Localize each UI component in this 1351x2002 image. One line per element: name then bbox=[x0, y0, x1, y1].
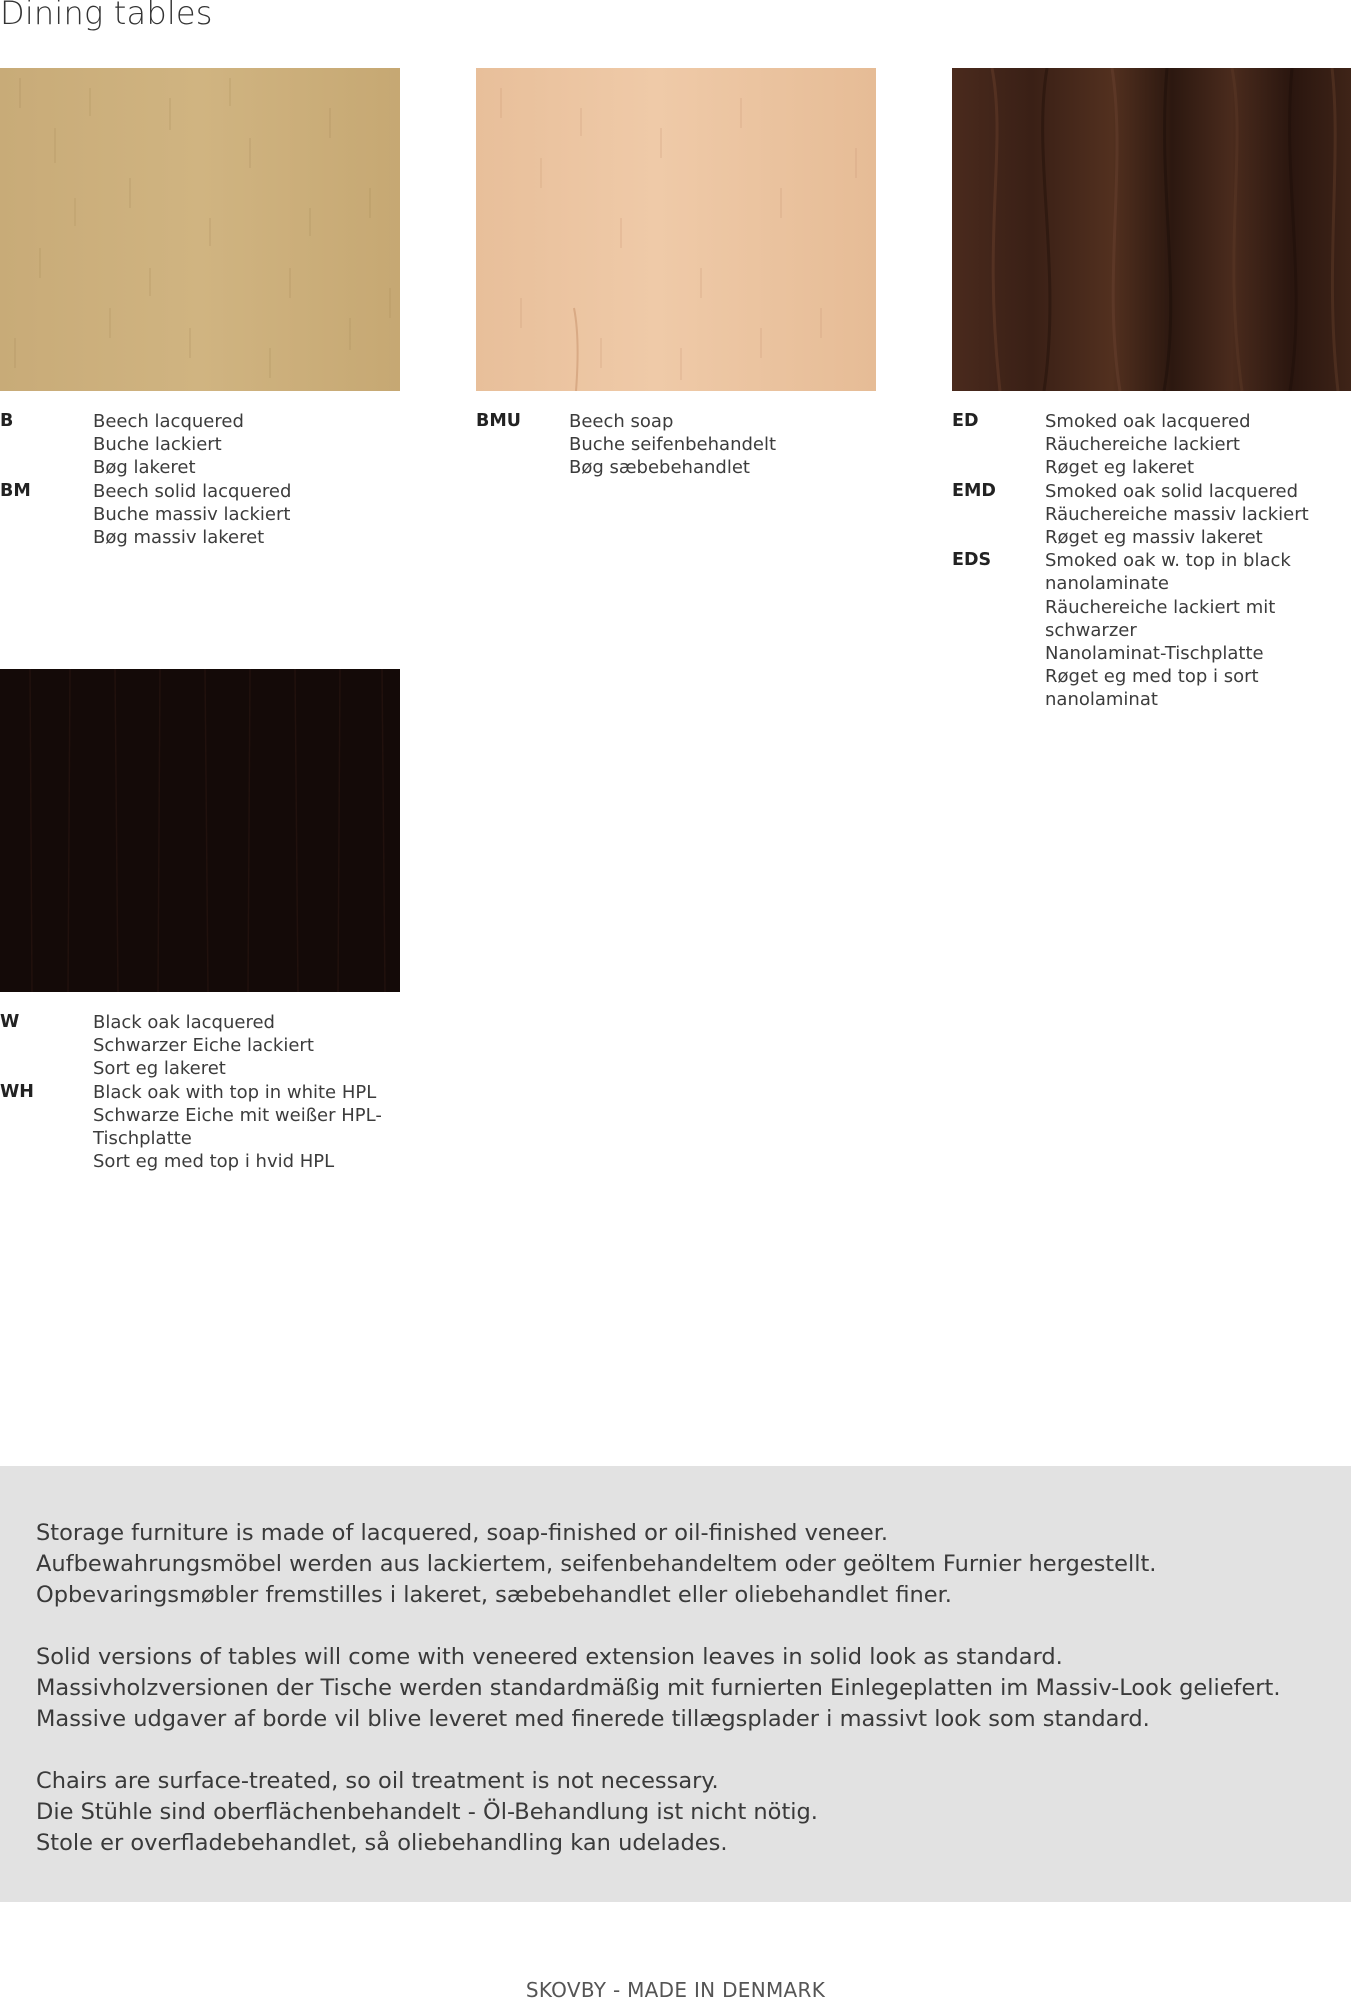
finish-name: Räuchereiche massiv lackiert bbox=[1045, 503, 1309, 525]
info-line: Solid versions of tables will come with veneered extension leaves in solid look as standard. bbox=[36, 1644, 1063, 1670]
finish-name: Beech solid lacquered bbox=[93, 480, 292, 502]
finish-name: Smoked oak w. top in black bbox=[1045, 550, 1291, 572]
finish-code: BM bbox=[0, 480, 31, 501]
info-line: Massivholzversionen der Tische werden standardmäßig mit furnierten Einlegeplatten im Massiv-Look geliefert. bbox=[36, 1675, 1281, 1701]
finish-name: nanolaminat bbox=[1045, 689, 1158, 711]
finish-list-smoked-oak bbox=[952, 410, 1351, 712]
finish-name: Schwarzer Eiche lackiert bbox=[93, 1035, 314, 1057]
info-paragraph-tables bbox=[36, 1642, 1315, 1735]
finish-name: Sort eg med top i hvid HPL bbox=[93, 1151, 335, 1173]
finish-name: Black oak lacquered bbox=[93, 1012, 275, 1033]
finish-name: Nanolaminat-Tischplatte bbox=[1045, 643, 1264, 665]
finish-code: W bbox=[0, 1012, 20, 1032]
info-box bbox=[0, 1466, 1351, 1902]
finish-item bbox=[0, 480, 400, 550]
finish-code: EDS bbox=[952, 550, 992, 571]
finish-list-beech-soap bbox=[476, 410, 876, 480]
finish-name: nanolaminate bbox=[1045, 573, 1169, 595]
finish-name: Smoked oak lacquered bbox=[1045, 411, 1251, 432]
footer-brand: SKOVBY - MADE IN DENMARK bbox=[525, 1978, 826, 2002]
info-line: Aufbewahrungsmöbel werden aus lackiertem, seifenbehandeltem oder geöltem Furnier hergestellt. bbox=[36, 1551, 1157, 1577]
finish-name: Räuchereiche lackiert bbox=[1045, 434, 1240, 456]
finish-name: Tischplatte bbox=[93, 1128, 192, 1150]
finish-code: WH bbox=[0, 1081, 34, 1102]
black-oak-swatch bbox=[0, 669, 400, 992]
beech-soap-swatch bbox=[476, 68, 876, 391]
smoked-oak-swatch bbox=[952, 68, 1351, 391]
info-line: Opbevaringsmøbler fremstilles i lakeret, sæbebehandlet eller oliebehandlet finer. bbox=[36, 1582, 952, 1608]
finish-code: ED bbox=[952, 411, 979, 431]
beech-lacquered-swatch bbox=[0, 68, 400, 391]
finish-name: Bøg lakeret bbox=[93, 457, 196, 479]
finish-name: Sort eg lakeret bbox=[93, 1058, 226, 1080]
finish-name: Buche massiv lackiert bbox=[93, 503, 291, 525]
finish-code: EMD bbox=[952, 480, 996, 501]
info-paragraph-chairs bbox=[36, 1766, 1315, 1859]
page-title: Dining tables bbox=[0, 0, 213, 32]
finish-name: schwarzer bbox=[1045, 619, 1137, 641]
finish-name: Bøg massiv lakeret bbox=[93, 527, 265, 549]
finish-list-black-oak bbox=[0, 1011, 400, 1173]
info-line: Stole er overfladebehandlet, så oliebehandling kan udelades. bbox=[36, 1830, 728, 1856]
finish-list-beech bbox=[0, 410, 400, 549]
finish-code: B bbox=[0, 411, 14, 431]
finish-name: Beech lacquered bbox=[93, 411, 244, 432]
finish-name: Røget eg lakeret bbox=[1045, 457, 1195, 479]
finish-name: Buche lackiert bbox=[93, 434, 222, 456]
info-line: Chairs are surface-treated, so oil treatment is not necessary. bbox=[36, 1768, 719, 1794]
info-paragraph-storage bbox=[36, 1518, 1315, 1611]
info-line: Storage furniture is made of lacquered, soap-finished or oil-finished veneer. bbox=[36, 1520, 889, 1546]
finish-name: Bøg sæbebehandlet bbox=[569, 457, 750, 479]
finish-item bbox=[0, 1011, 400, 1081]
finish-code: BMU bbox=[476, 411, 521, 431]
finish-name: Beech soap bbox=[569, 411, 674, 432]
finish-name: Räuchereiche lackiert mit bbox=[1045, 596, 1276, 618]
finish-name: Black oak with top in white HPL bbox=[93, 1081, 377, 1103]
finish-name: Schwarze Eiche mit weißer HPL- bbox=[93, 1104, 382, 1126]
finish-name: Buche seifenbehandelt bbox=[569, 434, 777, 456]
finish-name: Smoked oak solid lacquered bbox=[1045, 480, 1299, 502]
info-line: Die Stühle sind oberflächenbehandelt - Öl-Behandlung ist nicht nötig. bbox=[36, 1799, 818, 1825]
finish-item bbox=[476, 410, 876, 480]
finish-item bbox=[0, 410, 400, 480]
finish-name: Røget eg med top i sort bbox=[1045, 666, 1259, 688]
finish-item bbox=[952, 410, 1351, 480]
info-line: Massive udgaver af borde vil blive leveret med finerede tillægsplader i massivt look som standard. bbox=[36, 1706, 1150, 1732]
finish-item bbox=[952, 480, 1351, 550]
finish-name: Røget eg massiv lakeret bbox=[1045, 527, 1263, 549]
finish-item bbox=[0, 1081, 400, 1174]
finish-item bbox=[952, 549, 1351, 711]
